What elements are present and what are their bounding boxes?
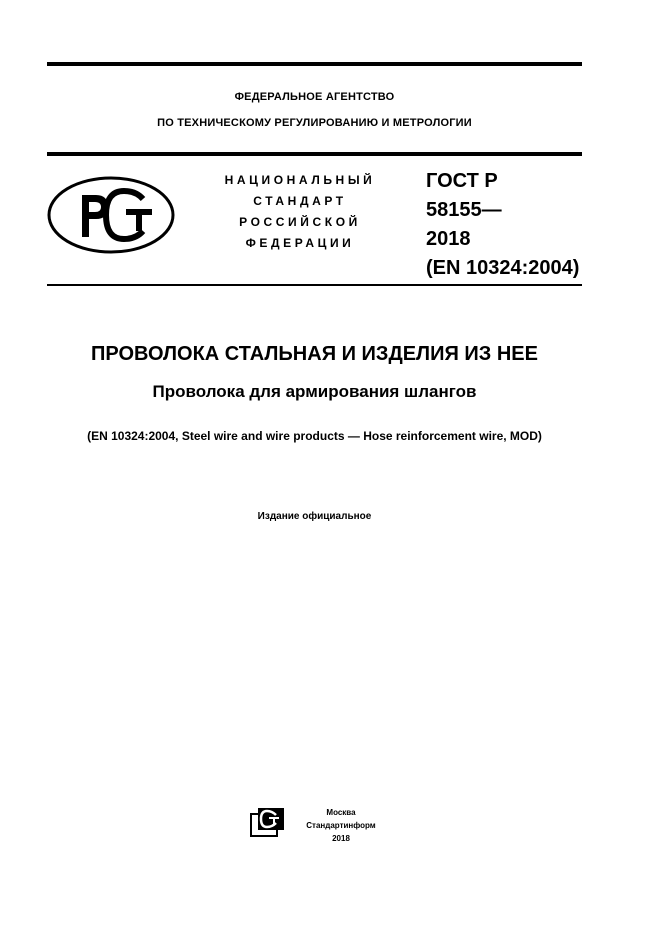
gost-line-2: 58155—: [426, 199, 502, 221]
reference-standard: (EN 10324:2004, Steel wire and wire products — Hose reinforcement wire, MOD): [87, 429, 542, 443]
national-standard-label: [200, 170, 400, 254]
publisher-name: Стандартинформ: [306, 821, 376, 830]
edition-label: Издание официальное: [257, 511, 372, 522]
block-rule: [47, 284, 582, 286]
gost-r-certification-mark-icon: [46, 175, 176, 255]
national-line-4: ФЕДЕРАЦИИ: [245, 236, 355, 250]
agency-line-2: ПО ТЕХНИЧЕСКОМУ РЕГУЛИРОВАНИЮ И МЕТРОЛОГИИ: [157, 117, 472, 129]
document-title: ПРОВОЛОКА СТАЛЬНАЯ И ИЗДЕЛИЯ ИЗ НЕЕ: [91, 343, 538, 365]
standartinform-logo-icon: [250, 806, 290, 838]
gost-line-4: (EN 10324:2004): [426, 257, 580, 279]
publisher-block: [296, 806, 386, 845]
document-subtitle: Проволока для армирования шлангов: [152, 382, 477, 401]
national-line-2: СТАНДАРТ: [253, 194, 347, 208]
agency-line-1: ФЕДЕРАЛЬНОЕ АГЕНТСТВО: [234, 91, 395, 103]
gost-line-1: ГОСТ Р: [426, 170, 498, 192]
publisher-year: 2018: [332, 834, 350, 843]
national-line-1: НАЦИОНАЛЬНЫЙ: [224, 173, 376, 187]
gost-line-3: 2018: [426, 228, 471, 250]
header-rule: [47, 152, 582, 156]
gost-designation: [426, 167, 596, 283]
top-rule: [47, 62, 582, 66]
publisher-city: Москва: [326, 808, 356, 817]
national-line-3: РОССИЙСКОЙ: [239, 215, 361, 229]
